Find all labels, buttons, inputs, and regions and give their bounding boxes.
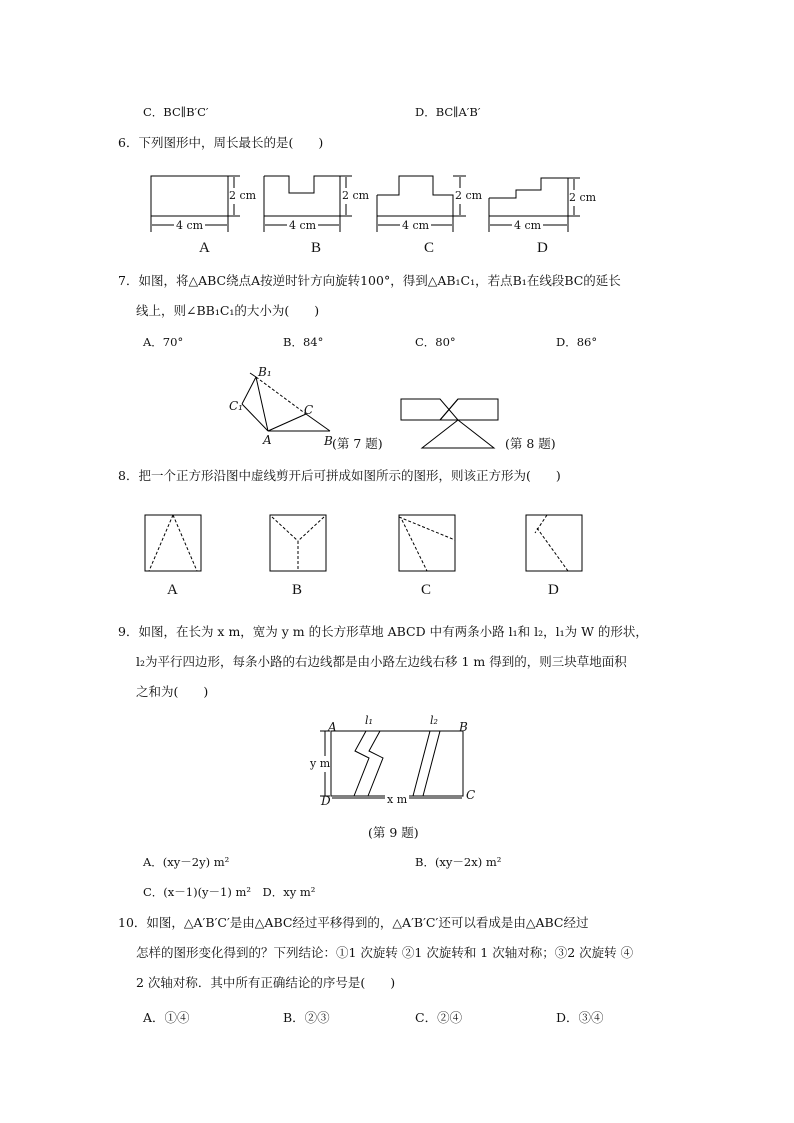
q10-stem-line1: 10．如图，△A′B′C′是由△ABC经过平移得到的，△A′B′C′还可以看成是由△ABC经过 bbox=[118, 915, 589, 930]
q9-stem-line3: 之和为( ) bbox=[136, 684, 209, 699]
q9-option-b: B．(xy－2x) m² bbox=[415, 855, 502, 869]
q6-label-d: D bbox=[537, 240, 548, 256]
q9-stem-line2: l₂为平行四边形，每条小路的右边线都是由小路左边线右移 1 m 得到的，则三块草地面积 bbox=[136, 654, 627, 669]
q6-c-width-label: 4 cm bbox=[402, 219, 430, 232]
q9-option-a: A．(xy－2y) m² bbox=[143, 855, 230, 869]
q8-stem: 8．把一个正方形沿图中虚线剪开后可拼成如图所示的图形，则该正方形为( ) bbox=[118, 468, 561, 483]
q9-point-a: A bbox=[328, 720, 337, 734]
q9-point-c: C bbox=[466, 788, 476, 802]
q7-point-a: A bbox=[263, 433, 272, 447]
q9-option-cd: C．(x－1)(y－1) m² D．xy m² bbox=[143, 885, 316, 899]
q7-option-d: D．86° bbox=[556, 335, 598, 349]
q7-caption: (第 7 题) bbox=[332, 436, 383, 451]
q6-label-b: B bbox=[311, 240, 322, 256]
q10-option-a: A．①④ bbox=[143, 1010, 190, 1025]
q9-label-l1: l₁ bbox=[365, 714, 373, 727]
q8-label-b: B bbox=[292, 582, 303, 598]
q10-stem-line2: 怎样的图形变化得到的？下列结论：①1 次旋转 ②1 次旋转和 1 次轴对称；③2 次旋转 ④ bbox=[136, 945, 634, 960]
q7-option-c: C．80° bbox=[415, 335, 456, 349]
q7-point-c1: C₁ bbox=[229, 399, 243, 413]
q10-option-c: C．②④ bbox=[415, 1010, 463, 1025]
q8-label-a: A bbox=[167, 582, 178, 598]
q7-stem-line2: 线上，则∠BB₁C₁的大小为( ) bbox=[136, 303, 320, 318]
q7-point-b1: B₁ bbox=[258, 365, 272, 379]
q7-point-b: B bbox=[324, 434, 333, 448]
q8-label-d: D bbox=[548, 582, 559, 598]
q6-d-height-label: 2 cm bbox=[569, 191, 597, 204]
q9-label-l2: l₂ bbox=[430, 714, 438, 727]
q5-option-c: C．BC∥B′C′ bbox=[143, 105, 209, 119]
q8-label-c: C bbox=[421, 582, 432, 598]
q9-label-x: x m bbox=[387, 793, 408, 806]
q5-option-d: D．BC∥A′B′ bbox=[415, 105, 481, 119]
q9-point-d: D bbox=[321, 794, 331, 808]
q8-caption: (第 8 题) bbox=[505, 436, 556, 451]
q7-stem-line1: 7．如图，将△ABC绕点A按逆时针方向旋转100°，得到△AB₁C₁，若点B₁在线段BC的延长 bbox=[118, 273, 621, 288]
q6-label-a: A bbox=[199, 240, 210, 256]
q10-option-d: D．③④ bbox=[556, 1010, 604, 1025]
q6-d-width-label: 4 cm bbox=[514, 219, 542, 232]
q6-a-height-label: 2 cm bbox=[229, 189, 257, 202]
q10-stem-line3: 2 次轴对称．其中所有正确结论的序号是( ) bbox=[136, 975, 396, 990]
q7-point-c: C bbox=[304, 403, 314, 417]
q6-stem: 6．下列图形中，周长最长的是( ) bbox=[118, 135, 324, 150]
q10-option-b: B．②③ bbox=[283, 1010, 330, 1025]
q9-caption: (第 9 题) bbox=[368, 825, 419, 840]
q7-option-b: B．84° bbox=[283, 335, 324, 349]
q9-label-y: y m bbox=[310, 757, 331, 770]
q6-a-width-label: 4 cm bbox=[176, 219, 204, 232]
q7-option-a: A．70° bbox=[143, 335, 184, 349]
q9-stem-line1: 9．如图，在长为 x m，宽为 y m 的长方形草地 ABCD 中有两条小路 l₁和 l₂，l₁为 W 的形状， bbox=[118, 624, 648, 639]
q6-label-c: C bbox=[424, 240, 435, 256]
q6-b-width-label: 4 cm bbox=[289, 219, 317, 232]
q6-c-height-label: 2 cm bbox=[455, 189, 483, 202]
q9-point-b: B bbox=[459, 720, 468, 734]
q6-b-height-label: 2 cm bbox=[342, 189, 370, 202]
